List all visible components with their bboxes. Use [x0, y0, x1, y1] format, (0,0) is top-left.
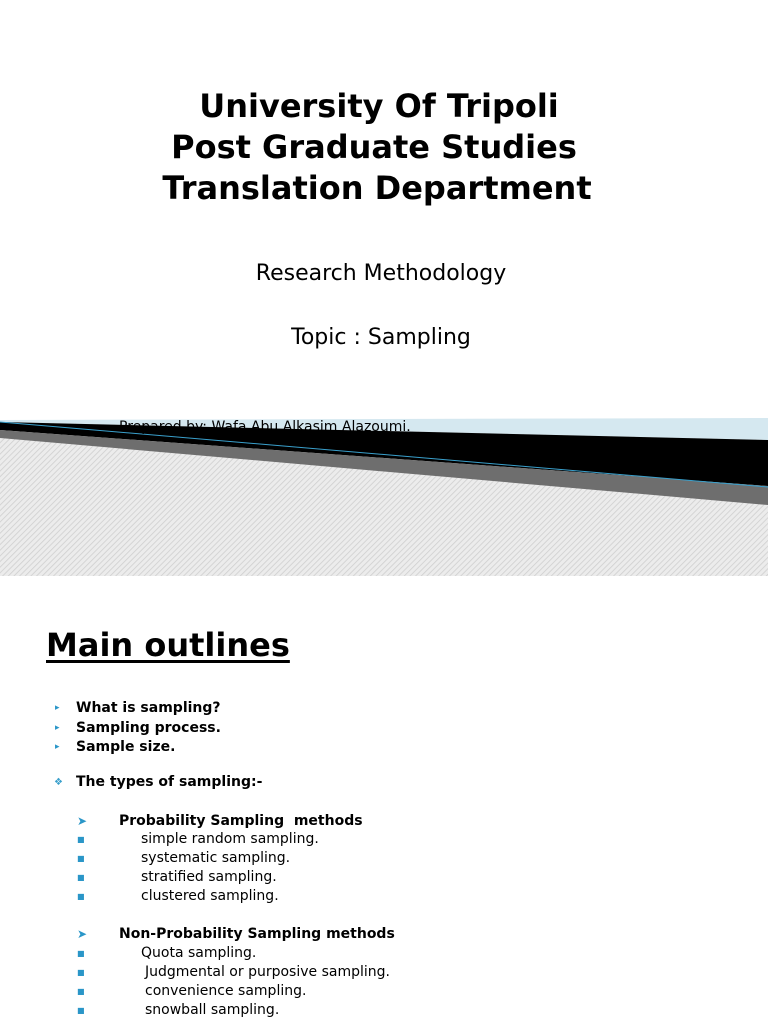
list-item: Judgmental or purposive sampling. — [145, 964, 390, 980]
list-item: snowball sampling. — [145, 1002, 280, 1018]
triangle-bullet-icon: ▸ — [55, 723, 60, 733]
square-bullet-icon: ■ — [77, 987, 85, 996]
square-bullet-icon: ■ — [77, 835, 85, 844]
square-bullet-icon: ■ — [77, 854, 85, 863]
prepared-by: Prepared by: Wafa Abu Alkasim Alazoumi. — [119, 419, 411, 435]
topic-subtitle: Topic : Sampling — [291, 325, 471, 350]
square-bullet-icon: ■ — [77, 968, 85, 977]
list-item: simple random sampling. — [141, 831, 319, 847]
title-line-department: Translation Department — [162, 169, 592, 207]
list-item: stratified sampling. — [141, 869, 277, 885]
square-bullet-icon: ■ — [77, 892, 85, 901]
list-item: clustered sampling. — [141, 888, 279, 904]
list-item: convenience sampling. — [145, 983, 307, 999]
title-line-university: University Of Tripoli — [199, 87, 559, 125]
outline-slide — [0, 576, 768, 1024]
square-bullet-icon: ■ — [77, 949, 85, 958]
types-heading: The types of sampling:- — [76, 774, 263, 790]
square-bullet-icon: ■ — [77, 873, 85, 882]
list-item: Sampling process. — [76, 720, 221, 736]
arrow-bullet-icon: ➤ — [77, 814, 88, 828]
triangle-bullet-icon: ▸ — [55, 703, 60, 713]
non-probability-heading: Non-Probability Sampling methods — [119, 926, 395, 942]
diamond-bullet-icon: ❖ — [54, 777, 63, 788]
title-block — [0, 86, 768, 209]
arrow-bullet-icon: ➤ — [77, 927, 88, 941]
course-subtitle: Research Methodology — [255, 261, 507, 286]
title-line-studies: Post Graduate Studies — [171, 128, 577, 166]
list-item: Quota sampling. — [141, 945, 257, 961]
list-item: Sample size. — [76, 739, 176, 755]
triangle-bullet-icon: ▸ — [55, 742, 60, 752]
probability-heading: Probability Sampling methods — [119, 813, 363, 829]
list-item: What is sampling? — [76, 700, 221, 716]
square-bullet-icon: ■ — [77, 1006, 85, 1015]
slide-title: Main outlines — [46, 626, 290, 664]
list-item: systematic sampling. — [141, 850, 291, 866]
decorative-bands — [0, 380, 768, 576]
